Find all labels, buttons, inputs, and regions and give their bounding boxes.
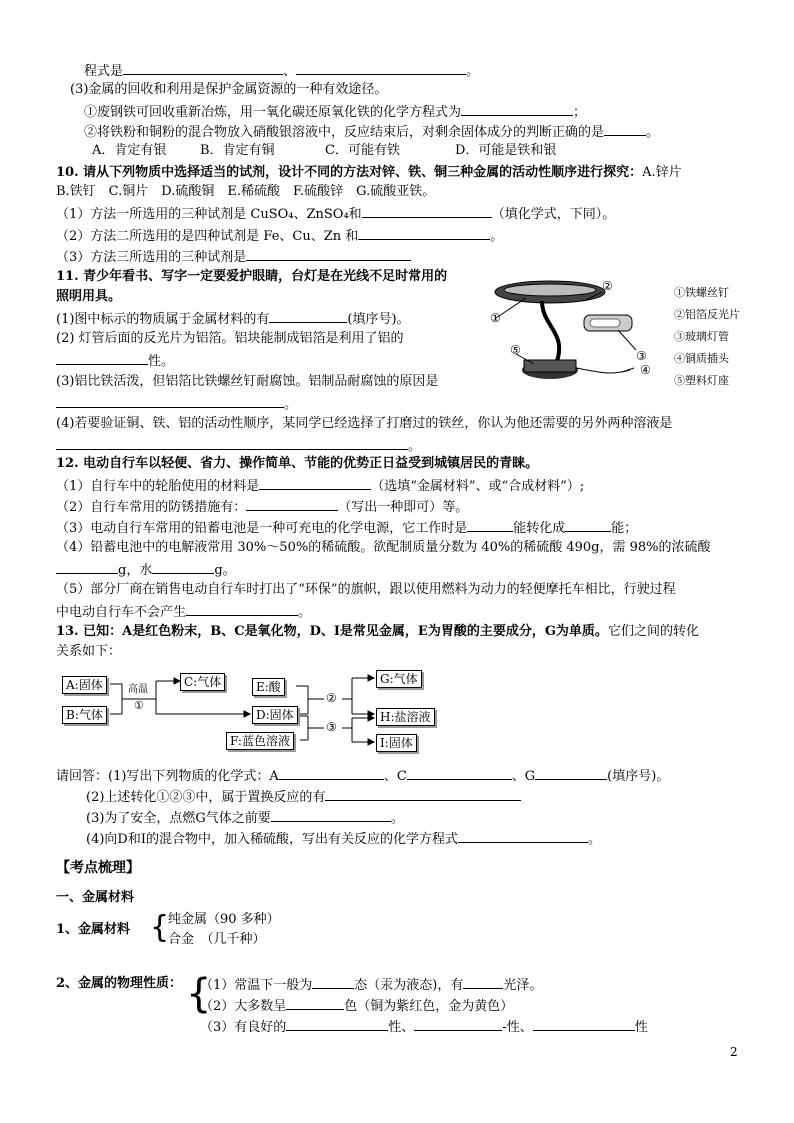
q10-items: B.铁钉 C.铜片 D.硫酸铜 E.稀硫酸 F.硫酸锌 G.硫酸亚铁。 <box>56 184 436 199</box>
desk-lamp-illustration <box>490 272 670 392</box>
q12-s1-end: （选填“金属材料”、或“合成材料”）; <box>371 479 585 494</box>
review-heading: 【考点梳理】 <box>56 860 140 876</box>
review-section-1: 一、金属材料 <box>56 890 135 905</box>
q13-blank-a[interactable] <box>279 767 384 780</box>
q12-s5-end: 。 <box>298 605 312 620</box>
cond-high-temp: 高温 <box>128 684 148 695</box>
q12-s4-end: g。 <box>214 563 236 578</box>
q10-title <box>56 165 682 181</box>
q9-blank-3[interactable] <box>461 103 573 116</box>
q11-s2b-line <box>56 352 174 370</box>
marker-4: ④ <box>640 363 651 377</box>
q11-s4a: (4)若要验证铜、铁、铝的活动性顺序，某同学已经选择了打磨过的铁丝，你认为他还需要的另外两种溶液是 <box>56 416 673 431</box>
q11-title-1: 11. 青少年看书、写字一定要爱护眼睛，台灯是在光线不足时常用的 <box>56 269 448 284</box>
review-item2-label: 2、金属的物理性质： <box>56 976 183 991</box>
q11-s3b-line <box>56 395 297 413</box>
box-a: A:固体 <box>62 676 107 694</box>
box-i: I:固体 <box>376 734 417 752</box>
q13-answer-3 <box>86 809 404 827</box>
box-h: H:盐溶液 <box>376 708 435 726</box>
q10-method2-text: （2）方法二所选用的是四种试剂是 Fe、Cu、Zn 和 <box>56 229 359 244</box>
q11-s3a: (3)铝比铁活泼，但铝箔比铁螺丝钉耐腐蚀。铝制品耐腐蚀的原因是 <box>56 374 439 389</box>
q12-blank-7[interactable] <box>186 603 298 616</box>
q9-blank-1[interactable] <box>123 62 283 75</box>
review-blank-1[interactable] <box>312 976 354 989</box>
review-p3-mid1: 性、 <box>388 1020 415 1035</box>
q12-blank-6[interactable] <box>152 561 214 574</box>
page-number: 2 <box>730 1045 738 1059</box>
q9-blank-2[interactable] <box>296 62 466 75</box>
q11-s1-end: (填序号)。 <box>347 312 410 327</box>
review-p3-end: 性 <box>634 1020 648 1035</box>
q12-s2 <box>56 498 468 516</box>
q10-title-text: 10. 请从下列物质中选择适当的试剂，设计不同的方法对锌、铁、铜三种金属的活动性顺序进行探究： <box>56 165 643 180</box>
q13-a1-end: (填序号)。 <box>607 769 670 784</box>
legend-item: ③玻璃灯管 <box>674 330 729 343</box>
q10-blank-2[interactable] <box>358 227 490 240</box>
q11-s1-text: (1)图中标示的物质属于金属材料的有 <box>56 312 270 327</box>
q12-s1 <box>56 477 584 495</box>
q9-sub1-text: ①废钢铁可回收重新冶炼，用一氧化碳还原氧化铁的化学方程式为 <box>84 105 462 120</box>
q11-blank-2[interactable] <box>56 352 148 365</box>
review-item1-label: 1、金属材料 <box>56 922 131 937</box>
reaction-3-label: ③ <box>326 720 337 734</box>
q9-line1 <box>84 62 479 80</box>
marker-2: ② <box>602 279 613 293</box>
q11-s1 <box>56 310 410 328</box>
q9-sub2-end: 。 <box>646 125 660 140</box>
q13-a4-end: 。 <box>587 832 601 847</box>
box-e: E:酸 <box>252 678 285 696</box>
q10-blank-1[interactable] <box>362 205 492 218</box>
q12-s5a: （5）部分厂商在销售电动自行车时打出了“环保”的旗帜，跟以使用燃料为动力的轻便摩托车相比，行驶过程 <box>56 582 676 597</box>
q12-s3-text: （3）电动自行车常用的铅蓄电池是一种可充电的化学电源，它工作时是 <box>56 521 468 536</box>
box-b: B:气体 <box>62 706 107 724</box>
q12-blank-5[interactable] <box>56 561 118 574</box>
brace-icon: { <box>150 910 170 945</box>
q13-answer-2 <box>86 788 521 806</box>
q13-title-1 <box>56 624 699 640</box>
marker-1: ① <box>490 311 501 325</box>
review-p3-text: （3）有良好的 <box>200 1020 287 1035</box>
q12-s4b-line <box>56 561 236 579</box>
q9-line1-end: 。 <box>466 64 480 79</box>
q13-a3-end: 。 <box>390 811 404 826</box>
review-blank-5[interactable] <box>414 1018 502 1031</box>
q9-sub2-text: ②将铁粉和铜粉的混合物放入硝酸银溶液中，反应结束后，对剩余固体成分的判断正确的是 <box>84 125 605 140</box>
q9-sub1 <box>84 103 586 121</box>
review-prop-1 <box>200 976 542 994</box>
q12-s4-mid: g，水 <box>118 563 153 578</box>
q13-answer-1 <box>56 767 669 785</box>
review-item1-line2: 合金 （几千种） <box>168 932 266 947</box>
box-f: F:蓝色溶液 <box>226 732 294 750</box>
q12-blank-1[interactable] <box>259 477 371 490</box>
q13-blank-c[interactable] <box>407 767 512 780</box>
q12-blank-2[interactable] <box>246 498 338 511</box>
q13-blank-4[interactable] <box>458 830 588 843</box>
q9-option-d: D．可能是铁和银 <box>455 143 557 158</box>
q11-title-2: 照明用具。 <box>56 289 122 304</box>
q12-s1-text: （1）自行车中的轮胎使用的材料是 <box>56 479 260 494</box>
q10-method1-end: （填化学式，下同）。 <box>491 207 616 222</box>
q9-option-a: A．肯定有银 <box>92 143 167 158</box>
q12-blank-4[interactable] <box>565 519 611 532</box>
q10-method3-text: （3）方法三所选用的三种试剂是 <box>56 250 247 265</box>
q13-title-tail: 它们之间的转化 <box>607 624 699 639</box>
q9-line1-sep: 、 <box>283 64 297 79</box>
q13-a2-text: (2)上述转化①②③中，属于置换反应的有 <box>86 790 326 805</box>
q13-title-text: 13. 已知：A是红色粉末，B、C是氧化物，D、I是常见金属，E为胃酸的主要成分，G为单质。 <box>56 624 608 639</box>
q13-a1-c: 、C <box>383 769 407 784</box>
marker-3: ③ <box>636 349 647 363</box>
q9-option-b: B．肯定有铜 <box>200 143 275 158</box>
review-p2-text: （2）大多数呈 <box>200 999 287 1014</box>
review-prop-3 <box>200 1018 648 1036</box>
q13-answer-4 <box>86 830 601 848</box>
q9-sub1-end: ； <box>573 105 587 120</box>
review-p1-end: 光泽。 <box>503 978 543 993</box>
review-prop-2 <box>200 997 513 1015</box>
box-g: G:气体 <box>376 670 422 688</box>
brace-icon: { <box>186 971 212 1017</box>
q10-method1-text: （1）方法一所选用的三种试剂是 CuSO₄、ZnSO₄和 <box>56 207 362 222</box>
q13-blank-g[interactable] <box>535 767 607 780</box>
marker-5: ⑤ <box>510 343 521 357</box>
review-p3-mid2: -性、 <box>502 1020 533 1035</box>
review-blank-2[interactable] <box>463 976 503 989</box>
review-blank-6[interactable] <box>533 1018 635 1031</box>
lamp-legend <box>674 284 740 394</box>
q11-blank-4[interactable] <box>56 437 408 450</box>
q11-s2a: (2) 灯管后面的反光片为铝箔。铝块能制成铝箔是利用了铝的 <box>56 331 404 346</box>
review-p1-mid: 态（汞为液态)，有 <box>354 978 464 993</box>
q13-blank-2[interactable] <box>325 788 521 801</box>
q12-s3 <box>56 519 637 537</box>
q11-s4b-line <box>56 437 421 455</box>
legend-item: ④铜质插头 <box>674 352 729 365</box>
lamp-figure <box>490 272 740 392</box>
q10-title-tail: A.锌片 <box>642 165 682 180</box>
review-blank-3[interactable] <box>286 997 344 1010</box>
reaction-1-label: ① <box>134 699 144 712</box>
q12-blank-3[interactable] <box>467 519 513 532</box>
q12-s3-mid: 能转化成 <box>513 521 566 536</box>
review-blank-4[interactable] <box>286 1018 388 1031</box>
q10-blank-3[interactable] <box>246 248 411 261</box>
legend-item: ①铁螺丝钉 <box>674 286 729 299</box>
reaction-2-label: ② <box>326 691 337 705</box>
q12-s2-end: （写出一种即可）等。 <box>338 500 469 515</box>
q9-line1-text: 程式是 <box>84 64 124 79</box>
q9-option-c: C．可能有铁 <box>325 143 400 158</box>
q9-sub2 <box>84 123 659 141</box>
box-d: D:固体 <box>252 706 298 724</box>
box-c: C:气体 <box>180 673 225 691</box>
q13-a4-text: (4)向D和I的混合物中，加入稀硫酸，写出有关反应的化学方程式 <box>86 832 458 847</box>
q11-s2b: 性。 <box>148 354 175 369</box>
q12-s4a: （4）铅蓄电池中的电解液常用 30%～50%的稀硫酸。欲配制质量分数为 40%的稀硫酸 490g，需 98%的浓硫酸 <box>56 540 711 555</box>
q12-s2-text: （2）自行车常用的防锈措施有： <box>56 500 247 515</box>
review-p2-end: 色（铜为紫红色，金为黄色） <box>344 999 514 1014</box>
q11-blank-3[interactable] <box>56 395 284 408</box>
q10-method3 <box>56 248 411 266</box>
q12-s5b-line <box>56 603 311 621</box>
q9-part3: (3)金属的回收和利用是保护金属资源的一种有效途径。 <box>70 82 388 97</box>
q13-answer-lead: 请回答： <box>56 769 109 784</box>
q12-s3-end: 能； <box>611 521 638 536</box>
q11-blank-1[interactable] <box>269 310 347 323</box>
q13-a1-text: (1)写出下列物质的化学式：A <box>108 769 279 784</box>
review-item1-line1: 纯金属（90 多种） <box>168 912 280 927</box>
review-p1-text: （1）常温下一般为 <box>200 978 313 993</box>
q12-title: 12. 电动自行车以轻便、省力、操作简单、节能的优势正日益受到城镇居民的青睐。 <box>56 456 539 471</box>
q10-method2-end: 。 <box>490 229 504 244</box>
q13-a3-text: (3)为了安全，点燃G气体之前要 <box>86 811 271 826</box>
q13-a1-g: 、G <box>511 769 536 784</box>
legend-item: ⑤塑料灯座 <box>674 374 729 387</box>
q11-s4b: 。 <box>408 439 422 454</box>
q13-flow-diagram <box>56 668 456 764</box>
q13-title-2: 关系如下： <box>56 644 122 659</box>
legend-item: ②铝箔反光片 <box>674 308 740 321</box>
q10-method1 <box>56 205 615 223</box>
q10-method2 <box>56 227 503 245</box>
q13-blank-3[interactable] <box>271 809 391 822</box>
q12-s5b: 中电动自行车不会产生 <box>56 605 187 620</box>
q11-s3b: 。 <box>284 397 298 412</box>
q9-blank-4[interactable] <box>604 123 646 136</box>
